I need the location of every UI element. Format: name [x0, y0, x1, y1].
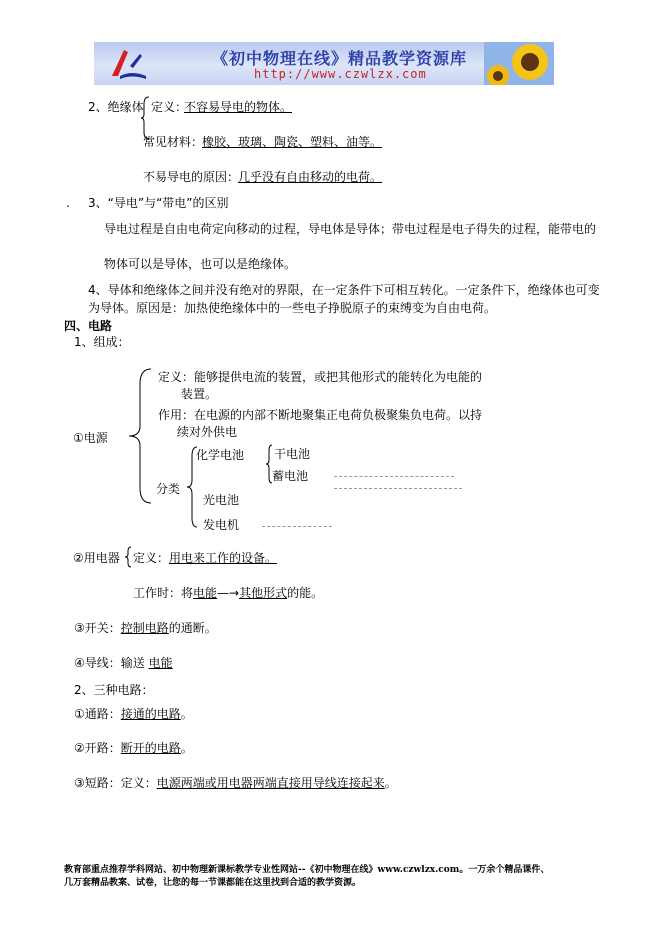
faded-residual-text — [334, 470, 464, 494]
insulator-materials-value: 橡胶、玻璃、陶瓷、塑料、油等。 — [202, 135, 383, 149]
page-footer — [64, 864, 609, 890]
insulator-materials-label: 常见材料： — [143, 135, 204, 149]
source-classify-label: 分类 — [156, 482, 181, 496]
boundary-line-2: 为导体。原因是：加热使绝缘体中的一些电子挣脱原子的束缚变为自由电荷。 — [88, 301, 497, 315]
faded-residual-text-2 — [262, 522, 334, 530]
three-circuits-heading: 2、三种电路： — [74, 683, 154, 697]
closed-circuit-line — [74, 707, 193, 721]
wire-label: ④导线： — [74, 656, 121, 670]
appliance-def-label: 定义： — [133, 551, 170, 565]
short-circuit-line — [74, 776, 397, 790]
open-label: ②开路： — [74, 741, 121, 755]
difference-line-2: 物体可以是导体，也可以是绝缘体。 — [104, 257, 297, 271]
appliance-work-line — [133, 586, 323, 600]
appliance-work-to: 其他形式 — [239, 586, 288, 600]
switch-line — [74, 621, 217, 635]
switch-suffix: 的通断。 — [168, 621, 217, 635]
source-def-line-2: 装置。 — [181, 387, 218, 401]
insulator-def-value: 不容易导电的物体。 — [184, 100, 293, 114]
short-def-label: 定义： — [120, 776, 157, 790]
open-value: 断开的电路 — [120, 741, 181, 755]
banner-title: 《初中物理在线》精品教学资源库 — [212, 49, 468, 68]
footer-line-2: 几万套精品教案、试卷，让您的每一节课都能在这里找到合适的教学资源。 — [64, 878, 362, 888]
composition-heading: 1、组成： — [74, 335, 130, 349]
arrow-icon: —→ — [217, 586, 240, 600]
appliance-label: ②用电器 — [73, 551, 120, 565]
header-banner — [94, 42, 554, 85]
footer-line-1: 教育部重点推荐学科网站、初中物理新课标教学专业性网站--《初中物理在线》www.czwlzx.com。一万余个精品课件、 — [64, 865, 550, 875]
boundary-line-1: 4、导体和绝缘体之间并没有绝对的界限，在一定条件下可相互转化。一定条件下，绝缘体也可变 — [88, 283, 600, 297]
banner-url: http://www.czwlzx.com — [254, 67, 427, 81]
brace-appliance — [124, 546, 132, 568]
appliance-def-value: 用电来工作的设备。 — [169, 551, 278, 565]
switch-label: ③开关： — [74, 621, 121, 635]
brace-insulator — [140, 96, 150, 140]
difference-line-1: 导电过程是自由电荷定向移动的过程，导电体是导体；带电过程是电子得失的过程，能带电的 — [104, 222, 597, 236]
insulator-heading: 2、绝缘体 — [88, 100, 144, 114]
open-suffix: 。 — [180, 741, 193, 755]
source-func-line-2: 续对外供电 — [177, 425, 238, 439]
appliance-work-from: 电能 — [193, 586, 218, 600]
insulator-reason-label: 不易导电的原因： — [143, 170, 240, 184]
difference-heading: 3、“导电”与“带电”的区别 — [88, 196, 229, 210]
logo-icon — [106, 46, 156, 82]
wire-prefix: 输送 — [120, 656, 149, 670]
short-label: ③短路： — [74, 776, 121, 790]
solar-cell-label: 光电池 — [203, 493, 240, 507]
appliance-work-prefix: 工作时：将 — [133, 586, 194, 600]
closed-value: 接通的电路 — [120, 707, 181, 721]
short-suffix: 。 — [384, 776, 397, 790]
storage-cell-label: 蓄电池 — [272, 469, 309, 483]
brace-source — [128, 368, 152, 504]
bullet-dot: . — [66, 196, 70, 210]
sunflower-icon — [484, 42, 554, 85]
wire-value: 电能 — [148, 656, 173, 670]
insulator-def-label: 定义： — [151, 100, 188, 114]
switch-value: 控制电路 — [120, 621, 169, 635]
open-circuit-line — [74, 741, 193, 755]
section-title-circuit: 四、电路 — [64, 319, 113, 333]
closed-label: ①通路： — [74, 707, 121, 721]
closed-suffix: 。 — [180, 707, 193, 721]
generator-label: 发电机 — [203, 518, 240, 532]
wire-line — [74, 656, 173, 670]
source-func-line-1: 作用：在电源的内部不断地聚集正电荷负极聚集负电荷。以持 — [158, 408, 483, 422]
insulator-reason-value: 几乎没有自由移动的电荷。 — [238, 170, 383, 184]
short-value: 电源两端或用电器两端直接用导线连接起来 — [156, 776, 385, 790]
chemical-cell-label: 化学电池 — [196, 448, 245, 462]
source-label: ①电源 — [73, 431, 108, 445]
source-def-line-1: 定义：能够提供电流的装置，或把其他形式的能转化为电能的 — [158, 370, 483, 384]
appliance-work-suffix: 的能。 — [287, 586, 324, 600]
dry-cell-label: 干电池 — [274, 447, 311, 461]
